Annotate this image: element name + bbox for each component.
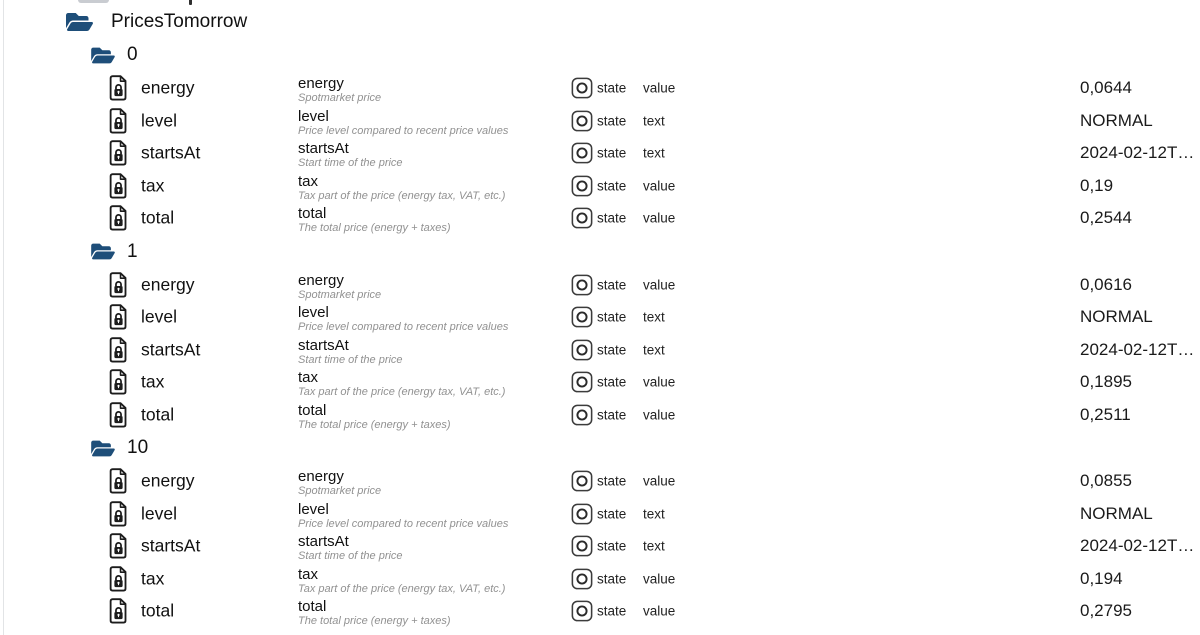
tree-sections	[0, 38, 1200, 628]
tree-section	[0, 431, 1200, 628]
state-type-label: state	[597, 277, 627, 293]
state-description-title: startsAt	[298, 140, 349, 158]
locked-state-file-icon	[108, 500, 129, 527]
state-value[interactable]: 0,0644	[1080, 78, 1132, 98]
locked-state-file-icon	[108, 369, 129, 396]
state-description-block	[298, 104, 568, 138]
state-name[interactable]: tax	[141, 371, 165, 392]
state-description-block	[298, 300, 568, 334]
state-name[interactable]: total	[141, 207, 175, 228]
locked-state-file-icon	[108, 468, 129, 495]
tree-row-state[interactable]	[0, 105, 1200, 138]
state-value[interactable]: 2024-02-12T…	[1080, 339, 1195, 359]
state-type-icon	[571, 568, 593, 590]
tree-row-state[interactable]	[0, 563, 1200, 596]
tree-section	[0, 38, 1200, 235]
state-name[interactable]: level	[141, 503, 177, 524]
locked-state-file-icon	[108, 271, 129, 298]
state-type-label: state	[597, 178, 627, 194]
state-description-block	[298, 333, 568, 367]
state-type-label: state	[597, 113, 627, 129]
state-name[interactable]: tax	[141, 175, 165, 196]
state-value[interactable]: 0,194	[1080, 568, 1123, 588]
state-description-title: total	[298, 598, 327, 616]
state-description-block	[298, 398, 568, 432]
state-type-icon	[571, 77, 593, 99]
tree-row-state[interactable]	[0, 530, 1200, 563]
state-description-title: level	[298, 304, 329, 322]
state-description-title: total	[298, 401, 327, 419]
state-name[interactable]: energy	[141, 274, 195, 295]
state-description-text: The total price (energy + taxes)	[298, 615, 451, 628]
folder-label[interactable]: PricesTomorrow	[111, 11, 248, 32]
locked-state-file-icon	[108, 401, 129, 428]
tree-row-state[interactable]	[0, 170, 1200, 203]
state-value[interactable]: NORMAL	[1080, 110, 1153, 130]
state-description-title: level	[298, 107, 329, 125]
section-items	[0, 72, 1200, 235]
state-role-label: value	[643, 473, 676, 489]
state-type-icon	[571, 175, 593, 197]
locked-state-file-icon	[108, 172, 129, 199]
state-type-icon	[571, 600, 593, 622]
state-description-text: The total price (energy + taxes)	[298, 418, 451, 431]
tree-row-state[interactable]	[0, 202, 1200, 235]
state-name[interactable]: total	[141, 600, 175, 621]
state-value[interactable]: NORMAL	[1080, 503, 1153, 523]
state-type-label: state	[597, 538, 627, 554]
state-type-label: state	[597, 210, 627, 226]
state-description-block	[298, 365, 568, 399]
state-description-text: Tax part of the price (energy tax, VAT, etc.)	[298, 386, 506, 399]
state-description-block	[298, 268, 568, 302]
tree-row-state[interactable]	[0, 465, 1200, 498]
state-type-label: state	[597, 407, 627, 423]
state-description-title: energy	[298, 271, 344, 289]
state-description-text: Start time of the price	[298, 550, 403, 563]
state-type-icon	[571, 404, 593, 426]
locked-state-file-icon	[108, 598, 129, 625]
state-type-icon	[571, 470, 593, 492]
state-description-block	[298, 71, 568, 105]
state-type-label: state	[597, 506, 627, 522]
state-description-text: Spotmarket price	[298, 288, 382, 301]
state-value[interactable]: 0,0855	[1080, 471, 1132, 491]
state-type-icon	[571, 503, 593, 525]
tree-row-folder[interactable]	[0, 431, 1200, 465]
state-description-text: Spotmarket price	[298, 485, 382, 498]
tree-row-state[interactable]	[0, 137, 1200, 170]
state-description-text: Spotmarket price	[298, 92, 382, 105]
state-description-text: Tax part of the price (energy tax, VAT, etc.)	[298, 189, 506, 202]
state-role-label: text	[643, 309, 665, 325]
locked-state-file-icon	[108, 304, 129, 331]
tree-row-folder[interactable]	[0, 38, 1200, 72]
state-type-label: state	[597, 374, 627, 390]
state-type-icon	[571, 339, 593, 361]
state-description-title: tax	[298, 565, 319, 583]
folder-label[interactable]: 10	[127, 437, 149, 458]
tree-row-state[interactable]	[0, 72, 1200, 105]
state-value[interactable]: 2024-02-12T…	[1080, 536, 1195, 556]
state-role-label: text	[643, 113, 665, 129]
locked-state-file-icon	[108, 533, 129, 560]
folder-label[interactable]: 0	[127, 44, 138, 65]
state-description-block	[298, 594, 568, 628]
state-value[interactable]: 0,2795	[1080, 601, 1132, 621]
state-type-icon	[571, 535, 593, 557]
state-value[interactable]: 0,1895	[1080, 372, 1132, 392]
tree-section	[0, 235, 1200, 432]
folder-open-icon[interactable]	[88, 241, 118, 262]
state-role-label: text	[643, 342, 665, 358]
state-type-label: state	[597, 473, 627, 489]
state-name[interactable]: startsAt	[141, 339, 201, 360]
state-value[interactable]: NORMAL	[1080, 307, 1153, 327]
state-description-block	[298, 529, 568, 563]
state-description-text: Start time of the price	[298, 157, 403, 170]
state-description-title: level	[298, 500, 329, 518]
state-description-title: energy	[298, 468, 344, 486]
state-role-label: value	[643, 374, 676, 390]
state-role-label: value	[643, 80, 676, 96]
state-description-title: startsAt	[298, 336, 349, 354]
locked-state-file-icon	[108, 140, 129, 167]
state-name[interactable]: energy	[141, 470, 195, 491]
state-type-label: state	[597, 80, 627, 96]
state-description-text: Price level compared to recent price values	[298, 517, 509, 530]
tree-row-state[interactable]	[0, 595, 1200, 628]
state-description-block	[298, 136, 568, 170]
state-name[interactable]: startsAt	[141, 535, 201, 556]
state-type-label: state	[597, 309, 627, 325]
state-value[interactable]: 0,2544	[1080, 208, 1132, 228]
state-description-text: The total price (energy + taxes)	[298, 222, 451, 235]
state-description-text: Price level compared to recent price values	[298, 321, 509, 334]
state-name[interactable]: startsAt	[141, 142, 201, 163]
state-description-text: Price level compared to recent price values	[298, 124, 509, 137]
state-name[interactable]: level	[141, 306, 177, 327]
state-description-title: energy	[298, 75, 344, 93]
state-role-label: text	[643, 145, 665, 161]
state-type-icon	[571, 207, 593, 229]
state-role-label: text	[643, 506, 665, 522]
section-items	[0, 269, 1200, 432]
state-description-title: startsAt	[298, 533, 349, 551]
state-description-text: Tax part of the price (energy tax, VAT, etc.)	[298, 582, 506, 595]
folder-open-icon[interactable]	[62, 10, 97, 34]
state-type-icon	[571, 274, 593, 296]
state-description-block	[298, 497, 568, 531]
state-type-icon	[571, 110, 593, 132]
locked-state-file-icon	[108, 75, 129, 102]
state-description-block	[298, 464, 568, 498]
state-description-block	[298, 169, 568, 203]
folder-open-icon[interactable]	[88, 45, 118, 66]
state-type-label: state	[597, 145, 627, 161]
state-name[interactable]: energy	[141, 77, 195, 98]
tree-row-state[interactable]	[0, 301, 1200, 334]
state-role-label: value	[643, 407, 676, 423]
locked-state-file-icon	[108, 336, 129, 363]
state-value[interactable]: 0,2511	[1080, 404, 1131, 424]
tree-row-state[interactable]	[0, 366, 1200, 399]
state-role-label: value	[643, 178, 676, 194]
tree-row-state[interactable]	[0, 498, 1200, 531]
state-name[interactable]: total	[141, 404, 175, 425]
tree-row-state[interactable]	[0, 399, 1200, 432]
folder-open-icon[interactable]	[88, 438, 118, 459]
state-description-title: tax	[298, 369, 319, 387]
state-type-icon	[571, 306, 593, 328]
state-type-label: state	[597, 603, 627, 619]
state-type-label: state	[597, 571, 627, 587]
state-value[interactable]: 2024-02-12T…	[1080, 143, 1195, 163]
state-description-text: Start time of the price	[298, 353, 403, 366]
state-name[interactable]: tax	[141, 568, 165, 589]
state-type-label: state	[597, 342, 627, 358]
state-role-label: value	[643, 603, 676, 619]
state-name[interactable]: level	[141, 110, 177, 131]
state-role-label: text	[643, 538, 665, 554]
locked-state-file-icon	[108, 565, 129, 592]
state-description-title: tax	[298, 172, 319, 190]
folder-label[interactable]: 1	[127, 240, 138, 262]
locked-state-file-icon	[108, 205, 129, 232]
state-value[interactable]: 0,0616	[1080, 274, 1132, 294]
tree-row-folder[interactable]	[0, 235, 1200, 269]
tree-row-prices-tomorrow[interactable]	[0, 8, 1200, 36]
state-description-block	[298, 201, 568, 235]
state-role-label: value	[643, 571, 676, 587]
tree-row-state[interactable]	[0, 334, 1200, 367]
state-role-label: value	[643, 277, 676, 293]
state-value[interactable]: 0,19	[1080, 175, 1114, 195]
state-role-label: value	[643, 210, 676, 226]
locked-state-file-icon	[108, 107, 129, 134]
section-items	[0, 465, 1200, 628]
state-type-icon	[571, 371, 593, 393]
tree-row-state[interactable]	[0, 269, 1200, 302]
state-type-icon	[571, 142, 593, 164]
state-description-title: total	[298, 205, 327, 223]
state-description-block	[298, 562, 568, 596]
